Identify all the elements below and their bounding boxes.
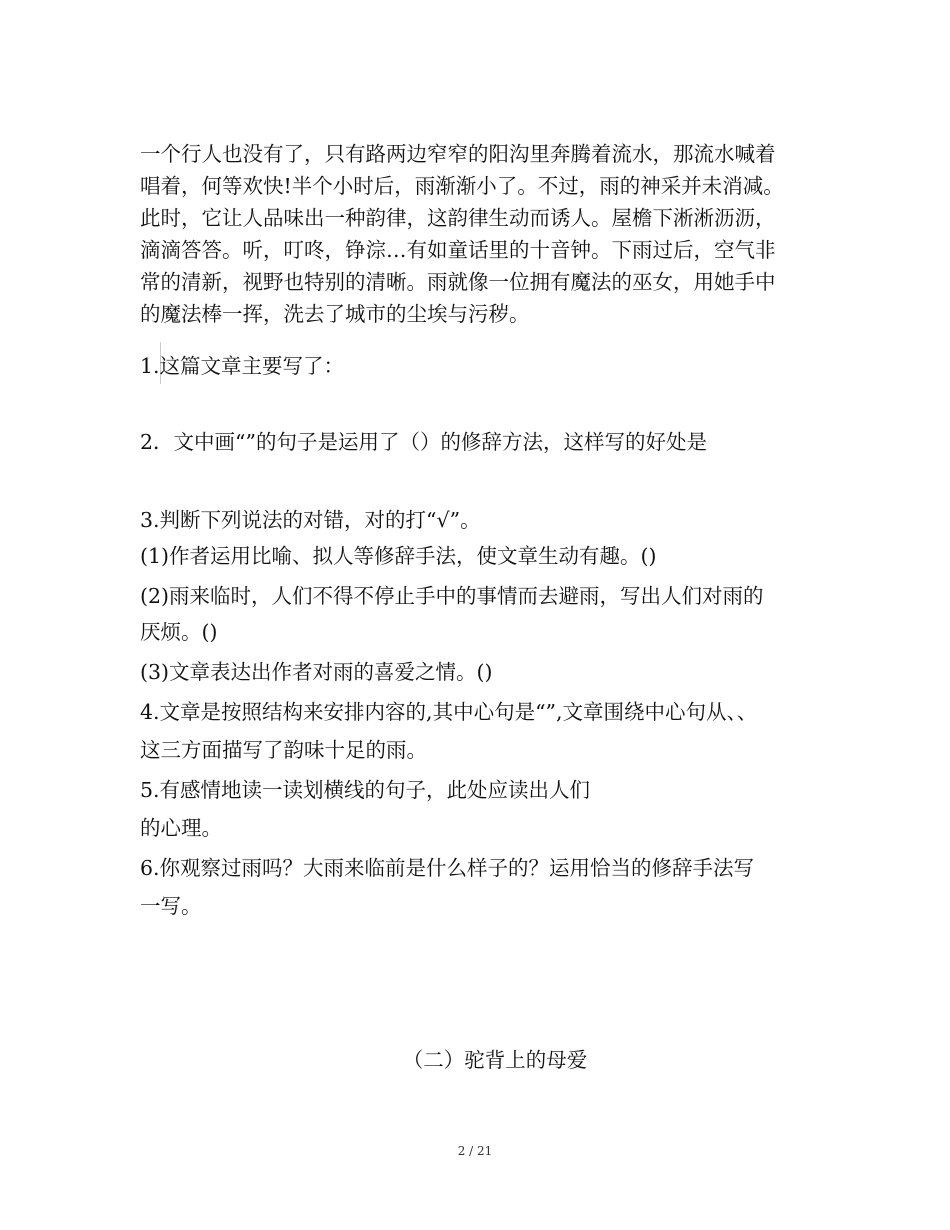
- passage-line-5: 常的清新，视野也特别的清晰。雨就像一位拥有魔法的巫女，用她手中: [140, 270, 776, 294]
- passage-line-4: 滴滴答答。听，叮咚，铮淙…有如童话里的十音钟。下雨过后，空气非: [140, 238, 776, 262]
- passage-line-2: 唱着，何等欢快!半个小时后，雨渐渐小了。不过，雨的神采并未消减。: [140, 174, 784, 198]
- question-1: 1.这篇文章主要写了：: [140, 354, 345, 378]
- question-6-line-1: 6.你观察过雨吗？大雨来临前是什么样子的？运用恰当的修辞手法写: [140, 856, 755, 880]
- section-title: （二）驼背上的母爱: [402, 1048, 588, 1072]
- question-3-item-3: (3)文章表达出作者对雨的喜爱之情。(): [140, 660, 493, 684]
- page-number: 2 / 21: [457, 1144, 493, 1158]
- passage-line-6: 的魔法棒一挥，洗去了城市的尘埃与污秽。: [140, 302, 530, 326]
- question-3-item-2-line-1: (2)雨来临时，人们不得不停止手中的事情而去避雨，写出人们对雨的: [140, 584, 764, 608]
- question-4-line-2: 这三方面描写了韵味十足的雨。: [140, 738, 427, 762]
- question-4-line-1: 4.文章是按照结构来安排内容的,其中心句是“”,文章围绕中心句从、、: [140, 700, 758, 724]
- question-6-line-2: 一写。: [140, 894, 202, 918]
- passage-line-1: 一个行人也没有了，只有路两边窄窄的阳沟里奔腾着流水，那流水喊着: [140, 142, 776, 166]
- question-5-line-1: 5.有感情地读一读划横线的句子，此处应读出人们: [140, 778, 591, 802]
- question-3: 3.判断下列说法的对错，对的打“√”。: [140, 508, 481, 532]
- question-3-item-2-line-2: 厌烦。(): [140, 620, 218, 644]
- passage-line-3: 此时，它让人品味出一种韵律，这韵律生动而诱人。屋檐下淅淅沥沥，: [140, 206, 776, 230]
- question-2: 2．文中画“”的句子是运用了（）的修辞方法，这样写的好处是: [140, 430, 708, 454]
- question-5-line-2: 的心理。: [140, 816, 222, 840]
- question-3-item-1: (1)作者运用比喻、拟人等修辞手法，使文章生动有趣。(): [140, 544, 657, 568]
